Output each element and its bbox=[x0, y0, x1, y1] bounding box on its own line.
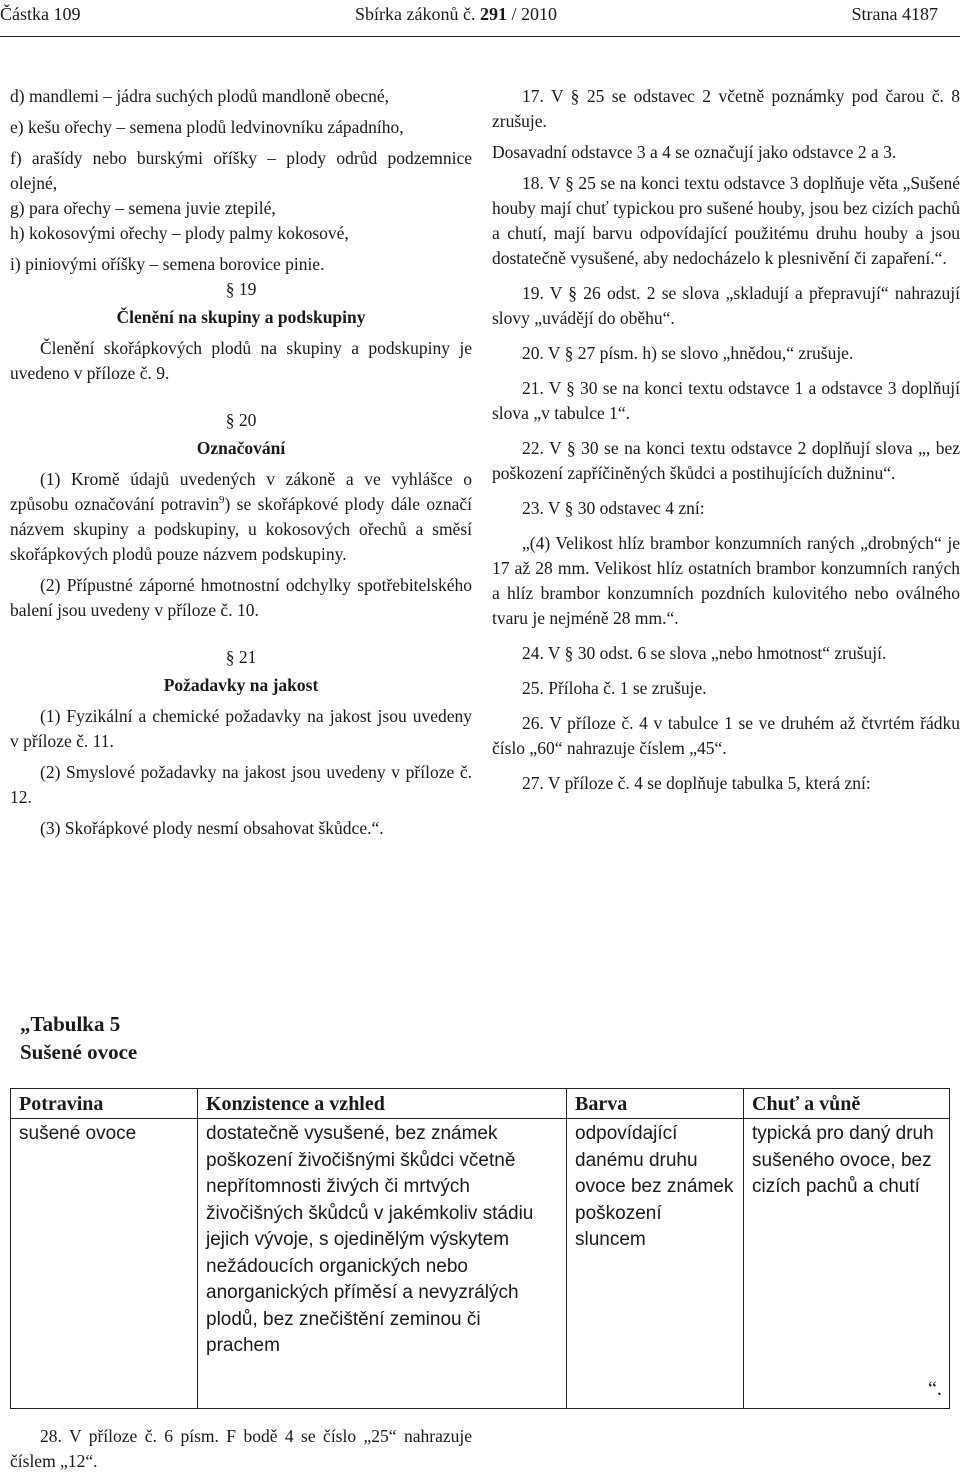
table-cell: odpovídající danému druhu ovoce bez známek poškození sluncem bbox=[567, 1119, 744, 1409]
table-number: „Tabulka 5 bbox=[20, 1012, 121, 1036]
table-cell: typická pro daný druh sušeného ovoce, bez cizích pachů a chutí bbox=[744, 1119, 950, 1409]
section-paragraph: (2) Smyslové požadavky na jakost jsou uvedeny v příloze č. 12. bbox=[10, 762, 472, 807]
header-collection bbox=[355, 4, 557, 25]
left-column bbox=[10, 84, 472, 841]
amendment-item: Dosavadní odstavce 3 a 4 se označují jako odstavce 2 a 3. bbox=[492, 142, 897, 162]
paragraph-text: (1) Kromě údajů uvedených v zákoně a ve vyhlášce o způsobu označování potravin bbox=[10, 469, 472, 514]
list-item: i) piniovými oříšky – semena borovice pinie. bbox=[10, 254, 325, 274]
amendment-item: 19. V § 26 odst. 2 se slova „skladují a přepravují“ nahrazují slovy „uvádějí do oběhu“. bbox=[492, 283, 960, 328]
section-number: § 20 bbox=[225, 410, 257, 430]
table-cell: sušené ovoce bbox=[11, 1119, 198, 1409]
closing-quote: “. bbox=[928, 1378, 942, 1400]
right-column bbox=[492, 84, 960, 796]
list-item: d) mandlemi – jádra suchých plodů mandloně obecné, bbox=[10, 86, 390, 106]
header-part: Částka 109 bbox=[0, 4, 81, 24]
quoted-text: „(4) Velikost hlíz brambor konzumních raných „drobných“ je 17 až 28 mm. Velikost hlíz ostatních brambor konzumních raných a hlíz brambor konzumních pozdních kulovitého nebo oválného tvaru je nejméně 28 mm.“. bbox=[492, 533, 960, 628]
column-header: Konzistence a vzhled bbox=[198, 1089, 567, 1119]
table-title bbox=[20, 1010, 137, 1066]
section-title: Členění na skupiny a podskupiny bbox=[116, 307, 366, 327]
table-name: Sušené ovoce bbox=[20, 1040, 138, 1064]
page-header bbox=[0, 0, 960, 30]
section-text: Členění skořápkových plodů na skupiny a podskupiny je uvedeno v příloze č. 9. bbox=[10, 338, 472, 383]
section-number: § 19 bbox=[225, 279, 257, 299]
header-collection-year: / 2010 bbox=[506, 4, 557, 24]
list-item: g) para ořechy – semena juvie ztepilé, bbox=[10, 198, 276, 218]
list-item: e) kešu ořechy – semena plodů ledvinovníku západního, bbox=[10, 117, 404, 137]
footnote-ref: 9 bbox=[219, 494, 225, 507]
list-item: f) arašídy nebo burskými oříšky – plody odrůd podzemnice olejné, bbox=[10, 148, 472, 193]
table-row bbox=[11, 1119, 950, 1409]
amendment-item: 22. V § 30 se na konci textu odstavce 2 doplňují slova „, bez poškození zapříčiněných škůdci a postihujících dužninu“. bbox=[492, 438, 960, 483]
amendment-item: 28. V příloze č. 6 písm. F bodě 4 se číslo „25“ nahrazuje číslem „12“. bbox=[10, 1426, 472, 1471]
amendment-item: 21. V § 30 se na konci textu odstavce 1 a odstavce 3 doplňují slova „v tabulce 1“. bbox=[492, 378, 960, 423]
section-number: § 21 bbox=[225, 647, 257, 667]
section-title: Požadavky na jakost bbox=[163, 675, 319, 695]
amendment-item: 27. V příloze č. 4 se doplňuje tabulka 5, která zní: bbox=[522, 773, 871, 793]
amendment-item: 25. Příloha č. 1 se zrušuje. bbox=[522, 678, 707, 698]
column-header: Barva bbox=[567, 1089, 744, 1119]
table-header-row bbox=[11, 1089, 950, 1119]
amendment-item: 26. V příloze č. 4 v tabulce 1 se ve druhém až čtvrtém řádku číslo „60“ nahrazuje číslem „45“. bbox=[492, 713, 960, 758]
column-header: Potravina bbox=[11, 1089, 198, 1119]
paragraph-text: ) se skořápkové plody dále označí názvem skupiny a podskupiny, u kokosových ořechů a směsí skořápkových plodů pouze názvem podskupiny. bbox=[10, 494, 472, 564]
list-item: h) kokosovými ořechy – plody palmy kokosové, bbox=[10, 223, 349, 243]
section-title: Označování bbox=[196, 438, 286, 458]
column-header: Chuť a vůně bbox=[744, 1089, 950, 1119]
amendment-item: 24. V § 30 odst. 6 se slova „nebo hmotnost“ zrušují. bbox=[522, 643, 887, 663]
amendment-item: 20. V § 27 písm. h) se slovo „hnědou,“ zrušuje. bbox=[522, 343, 854, 363]
amendment-item: 17. V § 25 se odstavec 2 včetně poznámky pod čarou č. 8 zrušuje. bbox=[492, 86, 960, 131]
section-paragraph: (1) Fyzikální a chemické požadavky na jakost jsou uvedeny v příloze č. 11. bbox=[10, 706, 472, 751]
section-paragraph: (2) Přípustné záporné hmotnostní odchylky spotřebitelského balení jsou uvedeny v příloze č. 10. bbox=[10, 575, 472, 620]
dried-fruit-table bbox=[10, 1088, 950, 1409]
section-paragraph: (3) Skořápkové plody nesmí obsahovat škůdce.“. bbox=[40, 818, 384, 838]
header-collection-number: 291 bbox=[479, 4, 507, 24]
header-page: Strana 4187 bbox=[851, 4, 938, 24]
amendment-item: 23. V § 30 odstavec 4 zní: bbox=[522, 498, 705, 518]
section-paragraph bbox=[10, 467, 472, 567]
header-divider bbox=[0, 36, 960, 37]
amendment-item: 18. V § 25 se na konci textu odstavce 3 doplňuje věta „Sušené houby mají chuť typickou pro sušené houby, jsou bez cizích pachů a chutí, mají barvu odpovídající použitému druhu houby a jsou dostatečně vysušené, aby nedocházelo k plesnivění či zapaření.“. bbox=[492, 173, 960, 268]
header-collection-prefix: Sbírka zákonů č. bbox=[355, 4, 480, 24]
table-cell: dostatečně vysušené, bez známek poškození živočišnými škůdci včetně nepřítomnosti živých či mrtvých živočišných škůdců v jakémkoliv stádiu jejich vývoje, s ojedinělým výskytem nežádoucích organických nebo anorganických příměsí a nevyzrálých plodů, bez znečištění zeminou či prachem bbox=[198, 1119, 567, 1409]
